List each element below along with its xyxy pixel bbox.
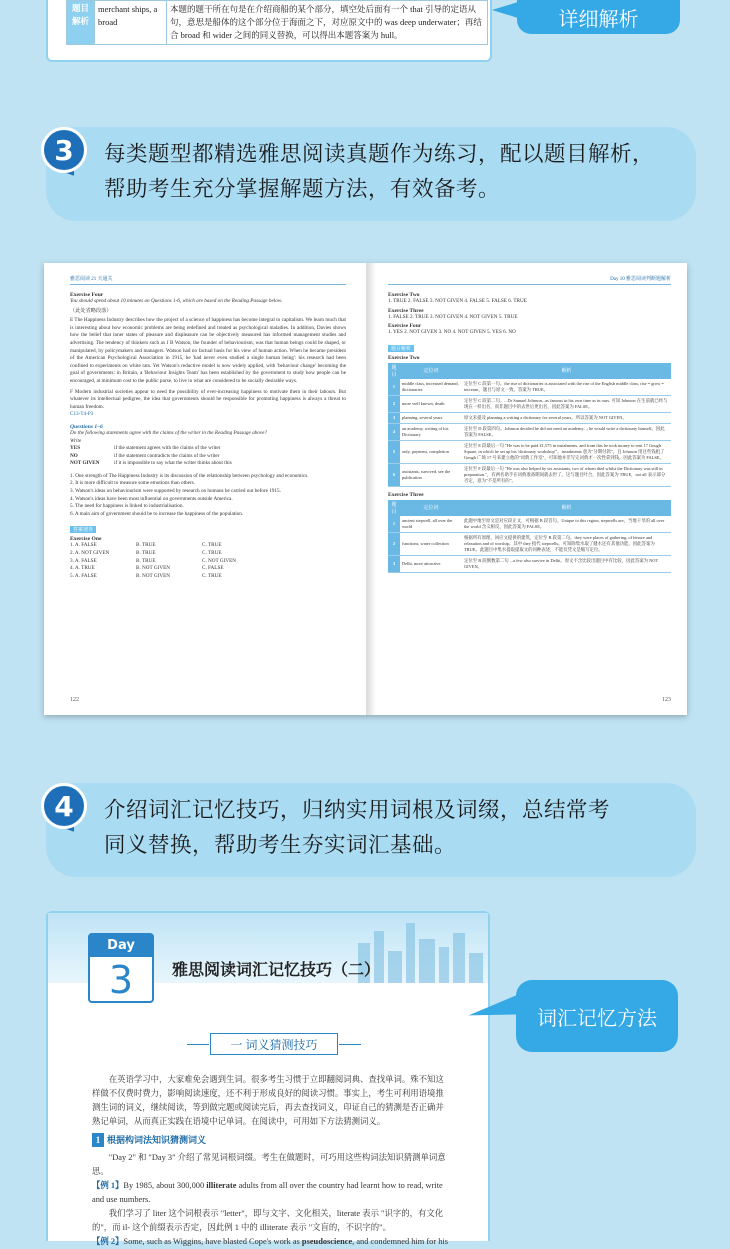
page-number-right: 123	[662, 697, 671, 703]
callout-pointer	[492, 2, 518, 18]
ex3-answers-title: Exercise Three	[388, 307, 424, 314]
key-rows	[70, 445, 346, 468]
callout-detailed-analysis-text: 详细解析	[558, 6, 639, 31]
row-keyword: middle class, increased demand, dictionaries	[400, 379, 462, 396]
table-header-row	[388, 363, 671, 379]
subsection-heading	[92, 1133, 448, 1147]
row-number: 2	[388, 532, 400, 555]
passage-paragraph-e: E The Happiness Industry describes how the project of a science of happiness has become integral to capitalism. We learn much that is interesting about how economic problems are being redefined and treated as psychological maladies. In addition, Davies shows how the belief that inner states of pleasure and displeasure can be objectively measured has informed management studies and advertising. The tendency of thinkers such as J B Watson, the founder of behaviourism, was that human beings could be shaped, or manipulated, by policymakers and managers. Watson had no factual basis for his view of human action. When he became president of the American Psychological Association in 1915, he 'had never even studied a single human being': his research had been confined to experiments on white rats. Yet Watson's reductive model is now widely applied, with 'behaviour change' becoming the goal of governments: in Britain, a 'Behaviour Insights Team' has been established by the government to study how people can be encouraged, at minimum cost to the public purse, to live in what are considered to be socially desirable ways.	[70, 317, 346, 384]
exercise-one-title: Exercise One	[70, 536, 102, 543]
table-header: 解析	[462, 363, 671, 379]
answer-cell: B. TRUE	[136, 550, 156, 557]
key-term: NO	[70, 452, 78, 459]
ex2-answers-title: Exercise Two	[388, 292, 420, 298]
question-list	[70, 473, 346, 519]
passage-omitted-label: （此处省略段落）	[70, 307, 112, 314]
ex4-answers: 1. YES 2. NOT GIVEN 3. NO 4. NOT GIVEN 5. YES 6. NO	[388, 329, 516, 336]
ex3-answers: 1. FALSE 2. TRUE 3. NOT GIVEN 4. NOT GIVEN 5. TRUE	[388, 313, 518, 320]
feature-4-line-1: 介绍词汇记忆技巧，归纳实用词根及词缀，总结常考	[104, 798, 611, 823]
key-meaning: if the statement agrees with the claims of the writer	[114, 445, 221, 452]
key-term: NOT GIVEN	[70, 460, 100, 467]
answer-row	[70, 573, 346, 581]
book-spread	[44, 263, 687, 715]
answer-cell: C. NOT GIVEN	[202, 557, 237, 564]
row-analysis: 原文未提及 planning a writing a dictionary for several years，所以答案为 NOT GIVEN。	[462, 412, 671, 423]
row-number: 4	[388, 423, 400, 440]
table-header: 解析	[462, 500, 671, 516]
write-label: Write	[70, 437, 82, 444]
key-row	[70, 445, 346, 453]
exercise-four-title: Exercise Four	[70, 292, 104, 298]
callout-detailed-analysis	[517, 0, 680, 34]
row-keyword: planning, several years	[400, 412, 462, 423]
analysis-tag: 题目解析	[388, 345, 414, 352]
row-number: 5	[388, 440, 400, 463]
section-title: 一 词义猜测技巧	[210, 1033, 338, 1055]
feature-3-line-1: 每类题型都精选雅思阅读真题作为练习，配以题目解析，	[104, 142, 655, 167]
questions-title: Questions 1–6	[70, 423, 103, 430]
answer-row	[70, 550, 346, 558]
callout-vocab-method	[516, 980, 678, 1052]
answer-cell: 5. A. FALSE	[70, 572, 97, 579]
day-calendar-icon	[88, 933, 154, 1003]
key-term: YES	[70, 445, 81, 452]
table-row	[388, 463, 671, 486]
example-1-note: 我们学习了 liter 这个词根表示 "letter"，即与文字、文化相关，literate 表示 "识字的，有文化的"，而 il- 这个前缀表示否定，因此例 1 中的 illiterate 表示 "文盲的，不识字的"。	[92, 1209, 444, 1232]
row-analysis: 定位至 C 段第二句。...Dr Samuel Johnson...as famous in his own time as in ours. 可知 Johnson 在生前就已经与现在一样出名，而非题目中的去世后更出名，因此答案为 FALSE。	[462, 395, 671, 412]
row-analysis: 此题中地至原文是对应段正文，可根据 B 段首句。Unique to this region, stepwells are，当地干旱的 all over the world 含义相反，因此答案为 FALSE。	[462, 516, 671, 533]
row-keyword: Delhi, more attractive	[400, 555, 462, 572]
ex2-table-title: Exercise Two	[388, 354, 420, 361]
row-keyword: assistants, survived, see the publication	[400, 463, 462, 486]
vocab-body	[92, 1073, 448, 1249]
question-item: 6. A main aim of government should be to increase the happiness of the population.	[70, 510, 244, 517]
row-number: 3	[388, 555, 400, 572]
table-row	[388, 555, 671, 572]
answer-cell: C. TRUE	[202, 550, 222, 557]
row-number: 1	[388, 379, 400, 396]
ex4-answers-title: Exercise Four	[388, 323, 422, 330]
feature-number-4: 4	[41, 783, 87, 829]
example-2	[92, 1235, 448, 1249]
table-row	[388, 379, 671, 396]
passage-paragraph-f: F Modern industrial societies appear to need the possibility of ever-increasing happiness to motivate them in their labours. But whatever its intellectual pedigree, the idea that governments should be responsible for promoting happiness is always a threat to human freedom.	[70, 388, 346, 410]
table-row	[388, 440, 671, 463]
vocab-intro: 在英语学习中，大家难免会遇到生词。很多考生习惯于立即翻阅词典、查找单词。殊不知这样做不仅费时费力，影响阅读速度，还不利于形成良好的阅读习惯。事实上，考生可利用语境推测生词的词义，继续阅读，等到做完题或阅读完后，再去查找词义，印证自己的猜测是否正确并熟记单词，从而真正实践在语境中记单词。在阅读中，可用如下方法猜测词义。	[92, 1075, 444, 1126]
row-analysis: 定位至 F 段最后一句 "He was also helped by six assistants, two of whom died whilst the Dictionary was still in preparation."，有两名助手在词典准备期间就去世了，这与题目叶合，因此答案为 TRUE，not all 表示部分否定，意为"不是所有的"。	[462, 463, 671, 486]
page-header-right: Day 10 雅思阅读判断题解析	[388, 275, 671, 285]
example-keyword: pseudoscience	[301, 1237, 353, 1246]
answers-tag: 答案速查	[70, 526, 96, 533]
example-keyword: illiterate	[206, 1181, 237, 1190]
row-number: 6	[388, 463, 400, 486]
answer-cell: C. TRUE	[202, 542, 222, 549]
row-analysis: 定位至 D 段第四句。Johnson decided he did not need an academy...; he would write a dictionary himself。因此答案为 FALSE。	[462, 423, 671, 440]
subsection-intro: "Day 2" 和 "Day 3" 介绍了常见词根词缀。考生在做题时，可巧用这些构词法知识猜测单词意思。	[92, 1153, 446, 1176]
answer-cell: B. TRUE	[136, 557, 156, 564]
page-number-left: 122	[70, 697, 79, 703]
analysis-label: 题目 解析	[67, 1, 95, 45]
source-tag: C13-T4-P3	[70, 411, 94, 418]
analysis-text: 本题的题干所在句是在介绍商船的某个部分，填空处后面有一个 that 引导的定语从句，意思是船体的这个部分位于海面之下，对应原文中的 was deep underwater；再结合 broad 和 wider 之间的同义替换，可以得出本题答案为 hull。	[167, 1, 488, 45]
answer-row	[70, 565, 346, 573]
example-text: Some, such as Wiggins, have blasted Cope's work as	[123, 1237, 302, 1246]
example-label: 【例 1】	[92, 1181, 124, 1190]
subsection-title: 根据构词法知识猜测词义	[107, 1135, 207, 1145]
question-item: 3. Watson's ideas on behaviourism were supported by research on humans he carried out before 1915.	[70, 488, 281, 495]
table-row	[388, 532, 671, 555]
table-row	[388, 516, 671, 533]
feature-number-3: 3	[41, 127, 87, 173]
row-analysis: 定位至 B 段倒数第二句 ...a few also survive in Delhi。原文不含比较出题目中有比较，因此答案为 NOT GIVEN。	[462, 555, 671, 572]
example-text: By 1985, about 300,000	[123, 1181, 207, 1190]
table-row	[388, 412, 671, 423]
table-row	[388, 423, 671, 440]
example-label: 【例 2】	[92, 1237, 124, 1246]
row-number: 1	[388, 516, 400, 533]
question-item: 1. One strength of The Happiness Industry is its discussion of the relationship between psychology and economics.	[70, 472, 309, 479]
answer-cell: B. TRUE	[136, 542, 156, 549]
exercise-four-instruction: You should spend about 10 minutes on Questions 1-6, which are based on the Reading Passage below.	[70, 298, 283, 304]
ex3-table-title: Exercise Three	[388, 491, 424, 498]
feature-4-line-2: 同义替换，帮助考生夯实词汇基础。	[104, 833, 457, 858]
row-number: 3	[388, 412, 400, 423]
book-page-right	[366, 263, 687, 715]
day-label: Day	[90, 935, 152, 957]
answer-cell: C. FALSE	[202, 565, 224, 572]
example-text: , and condemned him for his	[352, 1237, 448, 1246]
table-header-row	[388, 500, 671, 516]
answer-cell: B. NOT GIVEN	[136, 572, 171, 579]
row-keyword: ancient stepwell, all over the world	[400, 516, 462, 533]
answer-cell: 2. A. NOT GIVEN	[70, 550, 110, 557]
row-number: 2	[388, 395, 400, 412]
key-meaning: if it is impossible to say what the writer thinks about this	[114, 460, 232, 467]
page-header-left: 雅思阅读 21 天通关	[70, 275, 346, 285]
ex2-answers: 1. TRUE 2. FALSE 3. NOT GIVEN 4. FALSE 5. FALSE 6. TRUE	[388, 298, 527, 304]
day-number: 3	[108, 958, 134, 1002]
answer-cell: 4. A. TRUE	[70, 565, 95, 572]
callout-vocab-method-text: 词汇记忆方法	[537, 1005, 657, 1030]
ex3-analysis-table	[388, 500, 671, 573]
answer-row	[70, 558, 346, 566]
answer-row	[70, 542, 346, 550]
subsection-number: 1	[92, 1133, 104, 1147]
answer-grid	[70, 542, 346, 580]
row-keyword: only, payment, completion	[400, 440, 462, 463]
table-header: 定位词	[400, 363, 462, 379]
key-meaning: if the statement contradicts the claims of the writer	[114, 452, 220, 459]
analysis-table	[66, 0, 488, 45]
row-keyword: an academy, writing of his Dictionary	[400, 423, 462, 440]
table-header: 定位词	[400, 500, 462, 516]
vocab-page-excerpt	[46, 911, 490, 1246]
table-header: 题目	[388, 363, 400, 379]
row-analysis: 根据所有原理，回应文提供的建筑，定位至 B 段第二句。they were places of gathering, of leisure and relaxation and of worship。其中 they 指代 stepwells。可知除集水取了健水还有其他功能，因此答案为 TRUE。此题目中集水提取提取文的同种表述，不能仅凭文是缩写定位。	[462, 532, 671, 555]
key-row	[70, 460, 346, 468]
table-header: 题目	[388, 500, 400, 516]
ex2-analysis-table	[388, 363, 671, 487]
row-keyword: more well known, death	[400, 395, 462, 412]
answer-cell: 3. A. FALSE	[70, 557, 97, 564]
question-item: 4. Watson's ideas have been most influential on governments outside America.	[70, 495, 233, 502]
questions-instruction: Do the following statements agree with the claims of the writer in the Reading Passage above?	[70, 429, 268, 436]
answer-cell: 1. A. FALSE	[70, 542, 97, 549]
analysis-keyword: merchant ships, a broad	[95, 1, 167, 45]
analysis-excerpt	[46, 0, 492, 62]
example-text: adults from all over the country had learnt how to read, write and use numbers.	[92, 1181, 443, 1204]
question-item: 2. It is more difficult to measure some emotions than others.	[70, 480, 195, 487]
answer-cell: B. NOT GIVEN	[136, 565, 171, 572]
table-row	[388, 395, 671, 412]
answer-cell: C. TRUE	[202, 572, 222, 579]
example-1	[92, 1179, 448, 1207]
book-page-left	[44, 263, 366, 715]
row-analysis: 定位至 E 段最后一句 "He was to be paid £1,575 in instalments, and from this he took money to rent 17 Gough Square, in which he set up his 'dictionary workshop'"。instalments 意为"分期付款"，且 Johnson 用这些钱租了 Gough 广场 17 号来建立他的"词典工作室"，可知他并非写完词典才一次性拿到钱。因此答案为 FALSE。	[462, 440, 671, 463]
row-analysis: 定位至 C 段第一句。the rise of dictionaries is associated with the rise of the English middle class, rise = grow = increase，题目与原文一致，答案为 TRUE。	[462, 379, 671, 396]
question-item: 5. The need for happiness is linked to industrialisation.	[70, 503, 184, 510]
vocab-page-title: 雅思阅读词汇记忆技巧（二）	[172, 960, 381, 979]
feature-3-line-2: 帮助考生充分掌握解题方法，有效备考。	[104, 177, 501, 202]
row-keyword: functions, water collection	[400, 532, 462, 555]
